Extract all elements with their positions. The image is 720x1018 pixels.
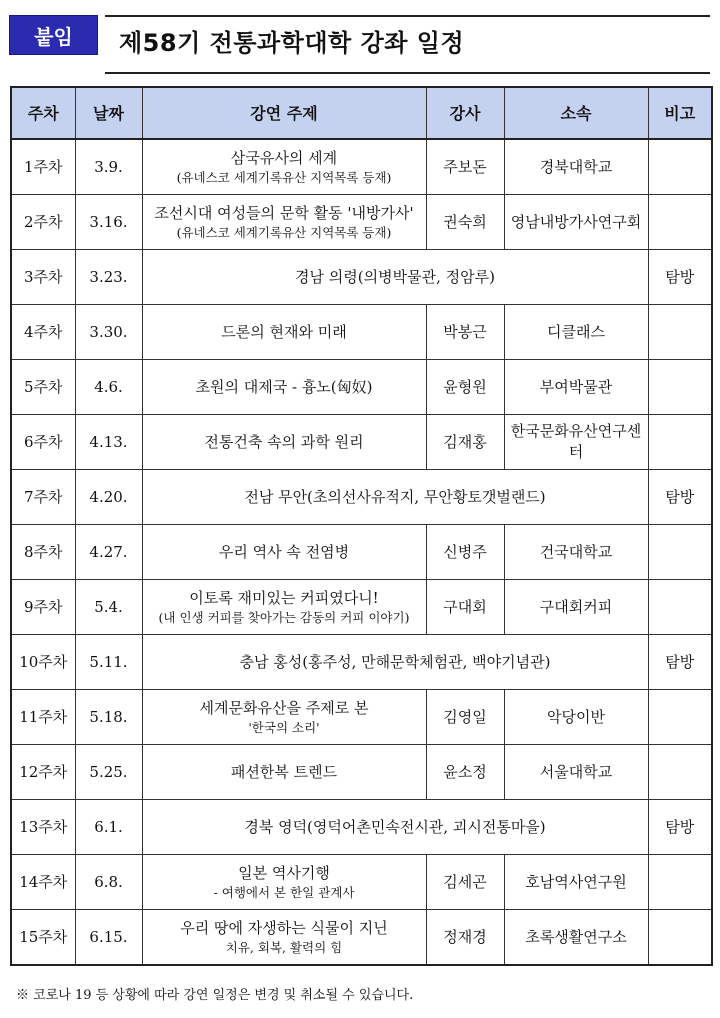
cell-affiliation: 호남역사연구원 — [504, 855, 648, 910]
topic-sub: (유네스코 세계기록유산 지역목록 등재) — [176, 224, 392, 240]
topic-main: 세계문화유산을 주제로 본 — [199, 698, 369, 717]
topic-main: 조선시대 여성들의 문학 활동 '내방가사' — [154, 203, 414, 222]
table-row — [11, 580, 712, 635]
topic-sub: '한국의 소리' — [248, 719, 320, 735]
cell-date: 5.11. — [75, 635, 142, 690]
cell-lecturer: 정재경 — [426, 910, 504, 966]
cell-note: 탐방 — [648, 470, 712, 525]
cell-week: 7주차 — [11, 470, 75, 525]
title-rule-top — [105, 15, 710, 17]
cell-topic — [142, 360, 426, 415]
table-row — [11, 635, 712, 690]
cell-week: 14주차 — [11, 855, 75, 910]
table-row — [11, 195, 712, 250]
cell-affiliation: 서울대학교 — [504, 745, 648, 800]
topic-sub: - 여행에서 본 한일 관계사 — [213, 884, 355, 900]
cell-field-trip: 경북 영덕(영덕어촌민속전시관, 괴시전통마을) — [142, 800, 648, 855]
cell-field-trip: 충남 홍성(홍주성, 만해문학체험관, 백야기념관) — [142, 635, 648, 690]
cell-date: 4.20. — [75, 470, 142, 525]
topic-sub: (유네스코 세계기록유산 지역목록 등재) — [176, 169, 392, 185]
cell-lecturer: 구대회 — [426, 580, 504, 635]
topic-main: 우리 땅에 자생하는 식물이 지닌 — [180, 918, 388, 937]
cell-lecturer: 윤소정 — [426, 745, 504, 800]
topic-sub: (내 인생 커피를 찾아가는 감동의 커피 이야기) — [158, 609, 410, 625]
cell-note — [648, 195, 712, 250]
topic-main: 이토록 재미있는 커피였다니! — [189, 588, 379, 607]
title-block — [105, 15, 710, 73]
cell-field-trip: 전남 무안(초의선사유적지, 무안황토갯벌랜드) — [142, 470, 648, 525]
cell-week: 2주차 — [11, 195, 75, 250]
cell-lecturer: 김영일 — [426, 690, 504, 745]
cell-note — [648, 910, 712, 966]
cell-topic — [142, 910, 426, 966]
table-row — [11, 910, 712, 966]
topic-main: 드론의 현재와 미래 — [221, 322, 347, 341]
cell-note — [648, 360, 712, 415]
table-row — [11, 745, 712, 800]
cell-affiliation: 초록생활연구소 — [504, 910, 648, 966]
cell-lecturer: 주보돈 — [426, 139, 504, 195]
cell-date: 6.15. — [75, 910, 142, 966]
cell-note — [648, 690, 712, 745]
table-row — [11, 305, 712, 360]
cell-note — [648, 525, 712, 580]
cell-note — [648, 415, 712, 470]
topic-main: 초원의 대제국 - 흉노(匈奴) — [195, 377, 373, 396]
cell-affiliation: 한국문화유산연구센터 — [504, 415, 648, 470]
cell-note: 탐방 — [648, 800, 712, 855]
title-rule-bottom — [105, 72, 710, 74]
cell-lecturer: 윤형원 — [426, 360, 504, 415]
cell-note — [648, 855, 712, 910]
cell-note: 탐방 — [648, 250, 712, 305]
cell-week: 11주차 — [11, 690, 75, 745]
cell-date: 5.4. — [75, 580, 142, 635]
table-row — [11, 800, 712, 855]
header-note: 비고 — [648, 87, 712, 139]
cell-week: 15주차 — [11, 910, 75, 966]
cell-affiliation: 디클래스 — [504, 305, 648, 360]
topic-main: 전통건축 속의 과학 원리 — [204, 432, 364, 451]
cell-lecturer: 김재홍 — [426, 415, 504, 470]
cell-week: 6주차 — [11, 415, 75, 470]
cell-topic — [142, 745, 426, 800]
cell-affiliation: 영남내방가사연구회 — [504, 195, 648, 250]
topic-sub: 치유, 회복, 활력의 힘 — [225, 939, 343, 955]
cell-date: 3.9. — [75, 139, 142, 195]
cell-lecturer: 신병주 — [426, 525, 504, 580]
cell-week: 4주차 — [11, 305, 75, 360]
cell-topic — [142, 415, 426, 470]
topic-main: 패션한복 트렌드 — [230, 762, 338, 781]
topic-main: 삼국유사의 세계 — [230, 148, 338, 167]
cell-week: 3주차 — [11, 250, 75, 305]
cell-date: 5.25. — [75, 745, 142, 800]
cell-affiliation: 부여박물관 — [504, 360, 648, 415]
table-row — [11, 470, 712, 525]
cell-week: 5주차 — [11, 360, 75, 415]
topic-main: 우리 역사 속 전염병 — [218, 542, 350, 561]
cell-note — [648, 745, 712, 800]
cell-date: 3.30. — [75, 305, 142, 360]
cell-week: 1주차 — [11, 139, 75, 195]
cell-topic — [142, 305, 426, 360]
cell-topic — [142, 580, 426, 635]
cell-week: 12주차 — [11, 745, 75, 800]
cell-week: 8주차 — [11, 525, 75, 580]
header-date: 날짜 — [75, 87, 142, 139]
cell-date: 4.27. — [75, 525, 142, 580]
table-row — [11, 250, 712, 305]
cell-date: 6.1. — [75, 800, 142, 855]
cell-affiliation: 건국대학교 — [504, 525, 648, 580]
schedule-table — [10, 86, 713, 966]
cell-lecturer: 김세곤 — [426, 855, 504, 910]
cell-date: 4.13. — [75, 415, 142, 470]
cell-date: 6.8. — [75, 855, 142, 910]
cell-date: 4.6. — [75, 360, 142, 415]
cell-week: 13주차 — [11, 800, 75, 855]
cell-date: 3.23. — [75, 250, 142, 305]
table-row — [11, 525, 712, 580]
attachment-badge: 붙임 — [9, 15, 98, 55]
cell-lecturer: 박봉근 — [426, 305, 504, 360]
cell-note: 탐방 — [648, 635, 712, 690]
table-row — [11, 139, 712, 195]
topic-main: 일본 역사기행 — [238, 863, 330, 882]
cell-week: 10주차 — [11, 635, 75, 690]
cell-topic — [142, 139, 426, 195]
cell-lecturer: 권숙희 — [426, 195, 504, 250]
cell-note — [648, 139, 712, 195]
cell-date: 3.16. — [75, 195, 142, 250]
table-row — [11, 690, 712, 745]
cell-affiliation: 경북대학교 — [504, 139, 648, 195]
cell-affiliation: 구대회커피 — [504, 580, 648, 635]
cell-note — [648, 305, 712, 360]
header-lecturer: 강사 — [426, 87, 504, 139]
cell-topic — [142, 195, 426, 250]
header-affiliation: 소속 — [504, 87, 648, 139]
footnote: ※ 코로나 19 등 상황에 따라 강연 일정은 변경 및 취소될 수 있습니다. — [16, 988, 414, 1003]
cell-week: 9주차 — [11, 580, 75, 635]
header-topic: 강연 주제 — [142, 87, 426, 139]
table-row — [11, 415, 712, 470]
cell-affiliation: 악당이반 — [504, 690, 648, 745]
page-title: 제58기 전통과학대학 강좌 일정 — [119, 29, 465, 57]
cell-topic — [142, 525, 426, 580]
cell-field-trip: 경남 의령(의병박물관, 정암루) — [142, 250, 648, 305]
header-week: 주차 — [11, 87, 75, 139]
table-row — [11, 855, 712, 910]
cell-note — [648, 580, 712, 635]
cell-topic — [142, 690, 426, 745]
cell-date: 5.18. — [75, 690, 142, 745]
cell-topic — [142, 855, 426, 910]
table-header-row — [11, 87, 712, 139]
table-row — [11, 360, 712, 415]
